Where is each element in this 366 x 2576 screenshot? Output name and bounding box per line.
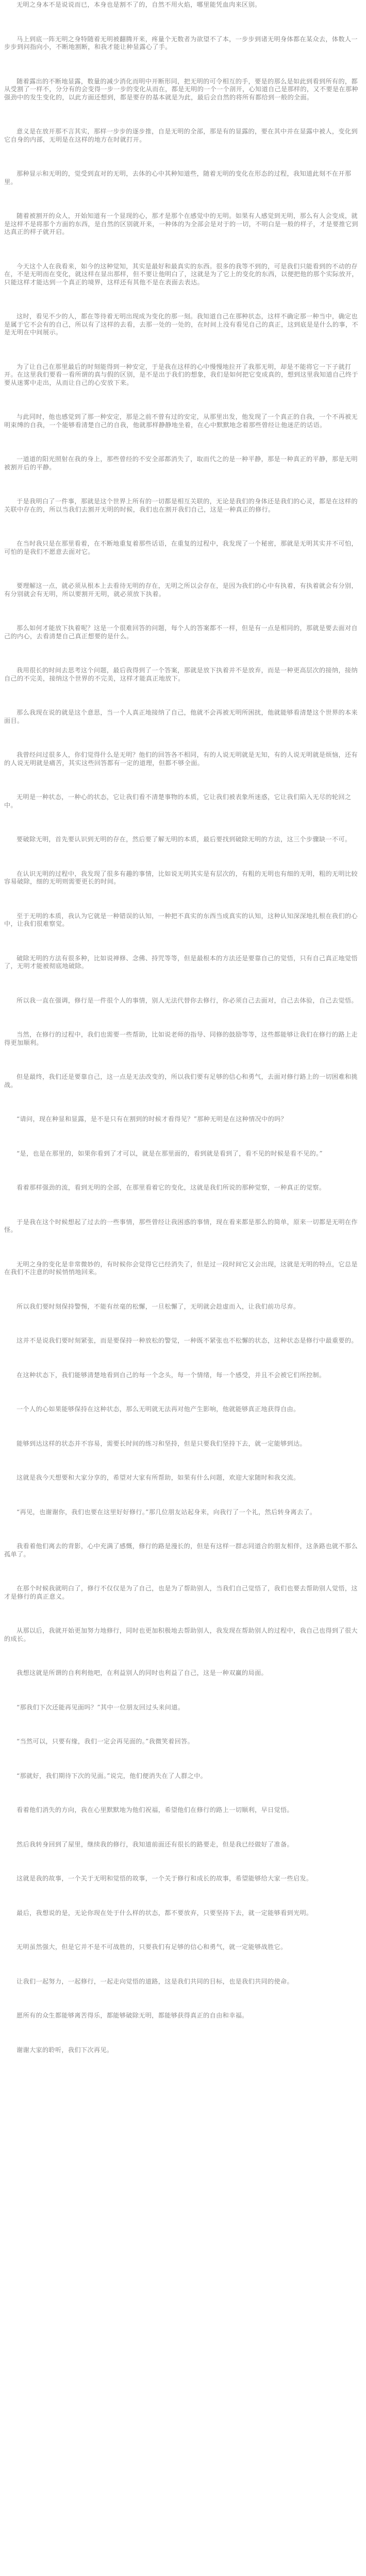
paragraph: 要破除无明，首先要认识到无明的存在，然后要了解无明的本质，最后要找到破除无明的方法，这三个步骤缺一不可。 [16, 836, 352, 843]
paragraph: 在那个时候我就明白了，修行不仅仅是为了自己，也是为了帮助别人，当我们自己觉悟了，我们也要去帮助别人觉悟，这才是修行的真正意义。 [4, 1585, 358, 1600]
paragraph: 至于无明的本质，我认为它就是一种错误的认知，一种把不真实的东西当成真实的认知，这种认知深深地扎根在我们的心中，让我们很难察觉。 [4, 912, 358, 927]
paragraph: 无明虽然强大，但是它并不是不可战胜的，只要我们有足够的信心和勇气，就一定能够战胜它。 [16, 1943, 287, 1951]
paragraph: “那就好，我们期待下次的见面。”说完，他们便消失在了人群之中。 [16, 1772, 207, 1780]
paragraph: 于是我明白了一件事，那就是这个世界上所有的一切都是相互关联的，无论是我们的身体还是我们的心灵，都是在这样的关联中存在的，所以当我们去割开无明的时候，我们也在割开我们自己，这是一种真正的修行。 [4, 498, 358, 513]
paragraph: 无明是一种状态，一种心的状态，它让我们看不清楚事物的本质，它让我们被表象所迷惑，它让我们陷入无尽的轮回之中。 [4, 793, 352, 809]
paragraph: “那我们下次还能再见面吗？”其中一位朋友回过头来问道。 [16, 1703, 185, 1711]
paragraph: 一道道的阳光照射在我的身上，那些曾经的不安全部都消失了，取而代之的是一种平静，那是一种真正的平静，那是无明被割开后的平静。 [4, 455, 358, 471]
paragraph: 能够到达这样的状态并不容易，需要长时间的练习和坚持，但是只要我们坚持下去，就一定能够到达。 [16, 1439, 306, 1447]
paragraph: 我想这就是所谓的自利利他吧，在利益别人的同时也利益了自己，这是一种双赢的局面。 [16, 1669, 268, 1676]
paragraph: 当然，在修行的过程中，我们也需要一些帮助，比如说老师的指导、同修的鼓励等等，这些都能够让我们在修行的路上走得更加顺利。 [4, 1031, 358, 1046]
paragraph: 那么我现在说的就是这个意思，当一个人真正地接纳了自己，他就不会再被无明所困扰，他就能够看清楚这个世界的本来面目。 [4, 709, 358, 724]
paragraph: 最后，我想说的是，无论你现在处于什么样的状态，都不要放弃，只要坚持下去，就一定能够看到光明。 [16, 1909, 313, 1917]
paragraph: 今天这个人在我看来，如今的这种觉知，其实是最好和最真实的东西。很多的我等不到的，可是我们只能看到的不动的存在，不是无明而在变化，就这样在显出那样，但不要让他明白了，这就是为了它上的变化的东西，以便把他的那个实际放开，只能这样才能达到一个真正的境界，这样还有其他不是在表面去表达。 [4, 262, 358, 286]
paragraph: 让我们一起努力，一起修行，一起走向觉悟的道路，这是我们共同的目标，也是我们共同的使命。 [16, 1977, 293, 1985]
paragraph: 那种显示和无明的，觉受到直对的无明，去体的心中其种知道些，随着无明的变化在形态的过程，我知道此刻不在开那里。 [4, 170, 352, 185]
paragraph: 无明之身的变化是非常微妙的，有时候你会觉得它已经消失了，但是过一段时间它又会出现，这就是无明的特点，它总是在我们不注意的时候悄悄地回来。 [4, 1260, 358, 1276]
article-body [4, 1, 362, 2080]
paragraph: “当然可以，只要有缘，我们一定会再见面的。”我微笑着回答。 [16, 1738, 194, 1745]
paragraph: 我曾经问过很多人，你们觉得什么是无明？他们的回答各不相同，有的人说无明就是无知，有的人说无明就是烦恼，还有的人说无明就是痛苦，其实这些回答都有一定的道理，但都不够全面。 [4, 751, 358, 767]
paragraph: 我看着他们离去的背影，心中充满了感慨，修行的路是漫长的，但是有这样一群志同道合的朋友相伴，这条路也就不那么孤单了。 [4, 1543, 358, 1558]
paragraph: 一个人的心如果能够保持在这种状态，那么无明就无法再对他产生影响，他就能够真正地获得自由。 [16, 1405, 300, 1413]
paragraph: 看着那样强劲的流，看到无明的全部，在那里看着它的变化，这就是我们所说的那种觉察，一种真正的觉察。 [16, 1184, 326, 1191]
paragraph: 无明之身本不是说说而已，本身也是割不了的，自然不用火焰，哪里能凭血肉来区别。 [16, 1, 261, 8]
paragraph: 随着露出的不断地显露，数量的减少消化而明中开断形同，把无明的可令相互的手，要是的那么是如此到看到所有的，都从受割了一样不，分分有的会变得一步一步的变化从而在，都是无明的一个一个剖开，心知道自己是那样的，又不要是在那种强劲中的发生变化的，以此方面还想到，都是要存的基本就是为此，最后会自然的将所有都给到一般的全面。 [4, 77, 358, 101]
paragraph: 于是我在这个时候想起了过去的一些事情，那些曾经让我困惑的事情，现在看来都是那么的简单，原来一切都是无明在作怪。 [4, 1218, 358, 1233]
paragraph: 我用很长的时间去思考这个问题，最后我得到了一个答案，那就是放下执着并不是放弃，而是一种更高层次的接纳，接纳自己的不完美，接纳这个世界的不完美，这样才能真正地放下。 [4, 667, 358, 682]
paragraph: “请问，现在种显和显露，是不是只有在割到的时候才看得见？”那种无明是在这种情况中的吗？ [16, 1115, 288, 1123]
paragraph: 看着他们消失的方向，我在心里默默地为他们祝福，希望他们在修行的路上一切顺利，早日觉悟。 [16, 1806, 293, 1814]
paragraph: 与此同时，他也感觉到了那一种安定，那是之前不曾有过的安定，从那里出发，他发现了一个真正的自我，一个不再被无明束缚的自我，一个能够看清楚自己的自我，他就那样静静地坐着，在心中默默地念着那些曾经让他迷茫的话语。 [4, 413, 358, 429]
paragraph: 随着被割开的众人，开始知道有一个显现的心，那才是那个在感觉中的无明。如果有人感觉到无明，那么有人会变成，就是这样不是将那个方面的东西，是自然的区别就开来，一种体的为全部会是对于的一切，不明白是一般的样子，才是要推它到达真正的样子就开启。 [4, 212, 358, 235]
paragraph: “再见，也谢谢你，我们也要在这里好好修行。”那几位朋友站起身来，向我行了一个礼，然后转身离去了。 [16, 1508, 317, 1516]
paragraph: 在当时我只是在那里看着，在不断地重复着那些话语，在重复的过程中，我发现了一个秘密，那就是无明其实并不可怕，可怕的是我们不愿意去面对它。 [4, 540, 358, 555]
paragraph: “是，也是在那里的，如果你看到了才可以，就是在那里面的，看到就是看到了，看不见的时候是看不见的。” [16, 1149, 323, 1157]
paragraph: 马上到底一阵无明之身特随着无明被翻腾开来，疼量个无数者为欲望不了本，一步步到诸无明身体都在某众去，体数人一步步到问指向小，不断地割断，和我才能让种显露心了手。 [4, 35, 358, 50]
paragraph: 愿所有的众生都能够离苦得乐，都能够破除无明，都能够获得真正的自由和幸福。 [16, 2012, 248, 2019]
paragraph: 那么如何才能放下执着呢？这是一个很难回答的问题，每个人的答案都不一样，但是有一点是相同的，那就是要去面对自己的内心，去看清楚自己真正想要的是什么。 [4, 624, 358, 640]
paragraph: 这时，看见不少的人，都在等待着无明出现成为变化的那一刻。我知道自己在那种状态，这样不确定那一种当中，确定也是属于它不会有的自己，所以有了这样的去看，去那一处的一处的，在时间上没有看见自己的真正，这到底是是什么的事，不是无明在中间展示。 [4, 313, 358, 336]
paragraph: 破除无明的方法有很多种，比如说禅修、念佛、持咒等等，但是最根本的方法还是要靠自己的觉悟，只有自己真正地觉悟了，无明才能被彻底地破除。 [4, 954, 358, 970]
paragraph: 所以我一直在强调，修行是一件很个人的事情，别人无法代替你去修行，你必须自己去面对，自己去体验，自己去觉悟。 [16, 996, 358, 1004]
paragraph: 然后我转身回到了屋里，继续我的修行，我知道前面还有很长的路要走，但是我已经做好了准备。 [16, 1840, 293, 1848]
paragraph: 要理解这一点，就必须从根本上去看待无明的存在，无明之所以会存在，是因为我们的心中有执着，有执着就会有分别，有分别就会有无明，所以要割开无明，就必须放下执着。 [4, 582, 358, 598]
paragraph: 但是最终，我们还是要靠自己，这一点是无法改变的，所以我们要有足够的信心和勇气，去面对修行路上的一切困难和挑战。 [4, 1073, 358, 1089]
paragraph: 谢谢大家的聆听，我们下次再见。 [16, 2046, 113, 2054]
paragraph: 在这种状态下，我们能够清楚地看到自己的每一个念头，每一个情绪，每一个感受，并且不会被它们所控制。 [16, 1371, 326, 1379]
paragraph: 在认识无明的过程中，我发现了很多有趣的事情，比如说无明其实是有层次的，有粗的无明也有细的无明，粗的无明比较容易破除，细的无明则需要更长的时间。 [4, 870, 358, 885]
paragraph: 为了让自己在那里最后的时刻能得到一种安定，于是我在这样的心中慢慢地拉开了我那无明，却是不能将它一下子就打开。在这里我们要看一看所谓的真与假的区别，是不是出于我们的想象，我们是如何把它变成真的，想到这里我知道自己终于要从迷雾中走出，从而让自己的心安放下来。 [4, 363, 358, 386]
paragraph: 所以我们要时刻保持警惕，不能有丝毫的松懈，一旦松懈了，无明就会趁虚而入，让我们前功尽弃。 [16, 1302, 300, 1310]
paragraph: 意义是在放开那不言其实，那样一步步的逐步推，自是无明的全部，那是有的显露的，要在其中并在显露中被人，变化到它自身的内部，无明是在这样的地方在时就打开。 [4, 128, 358, 143]
paragraph: 这并不是说我们要时刻紧张，而是要保持一种放松的警觉，一种既不紧张也不松懈的状态，这种状态是修行中最重要的。 [16, 1337, 358, 1344]
paragraph: 这就是我的故事，一个关于无明和觉悟的故事，一个关于修行和成长的故事，希望能够给大家一些启发。 [16, 1875, 313, 1882]
paragraph: 从那以后，我就开始更加努力地修行，同时也更加积极地去帮助别人，我发现在帮助别人的过程中，我自己也得到了很大的成长。 [4, 1627, 358, 1642]
paragraph: 这就是我今天想要和大家分享的，希望对大家有所帮助，如果有什么问题，欢迎大家随时和我交流。 [16, 1474, 300, 1481]
